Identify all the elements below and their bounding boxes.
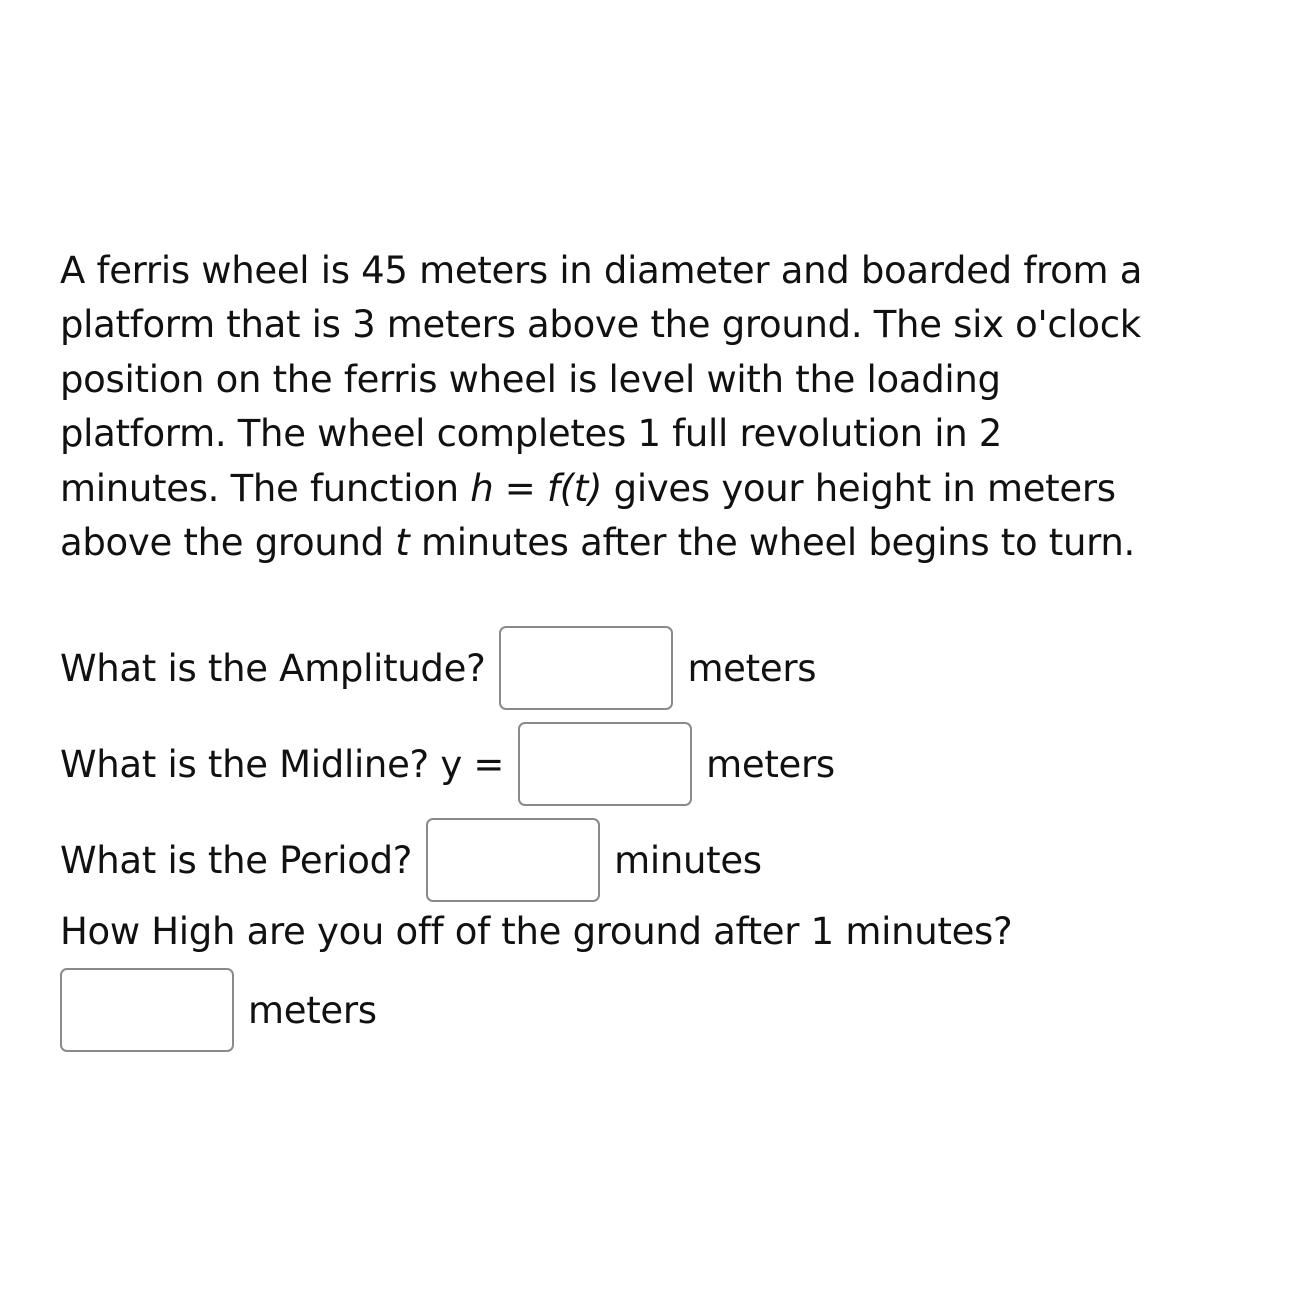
amplitude-unit: meters — [687, 646, 817, 690]
problem-text: above the ground — [60, 521, 396, 565]
problem-line — [60, 462, 1230, 516]
problem-line: platform. The wheel completes 1 full revolution in 2 — [60, 412, 1003, 456]
period-input[interactable] — [426, 818, 600, 902]
problem-text: gives your height in meters — [602, 466, 1116, 510]
problem-text: minutes. The function — [60, 466, 471, 510]
variable-h: h — [470, 466, 494, 510]
midline-label: What is the Midline? y = — [60, 742, 505, 786]
period-question — [60, 818, 762, 902]
midline-question — [60, 722, 835, 806]
height-input[interactable] — [60, 968, 234, 1052]
period-unit: minutes — [614, 838, 762, 882]
problem-statement — [60, 244, 1230, 570]
amplitude-question — [60, 626, 816, 710]
problem-text: minutes after the wheel begins to turn. — [409, 521, 1135, 565]
amplitude-label: What is the Amplitude? — [60, 646, 486, 690]
variable-t: t — [395, 521, 410, 565]
height-unit: meters — [248, 988, 377, 1032]
height-question — [60, 968, 377, 1052]
problem-line: platform that is 3 meters above the ground. The six o'clock — [60, 303, 1141, 347]
period-label: What is the Period? — [60, 838, 413, 882]
height-label: How High are you off of the ground after 1 minutes? — [60, 910, 1013, 953]
problem-line — [60, 516, 1230, 570]
midline-unit: meters — [706, 742, 835, 786]
midline-input[interactable] — [518, 722, 692, 806]
function-f-of-t: f(t) — [546, 466, 603, 510]
problem-line: position on the ferris wheel is level with the loading — [60, 357, 1001, 401]
equals-sign: = — [493, 466, 547, 510]
amplitude-input[interactable] — [499, 626, 673, 710]
problem-line: A ferris wheel is 45 meters in diameter and boarded from a — [60, 249, 1143, 292]
